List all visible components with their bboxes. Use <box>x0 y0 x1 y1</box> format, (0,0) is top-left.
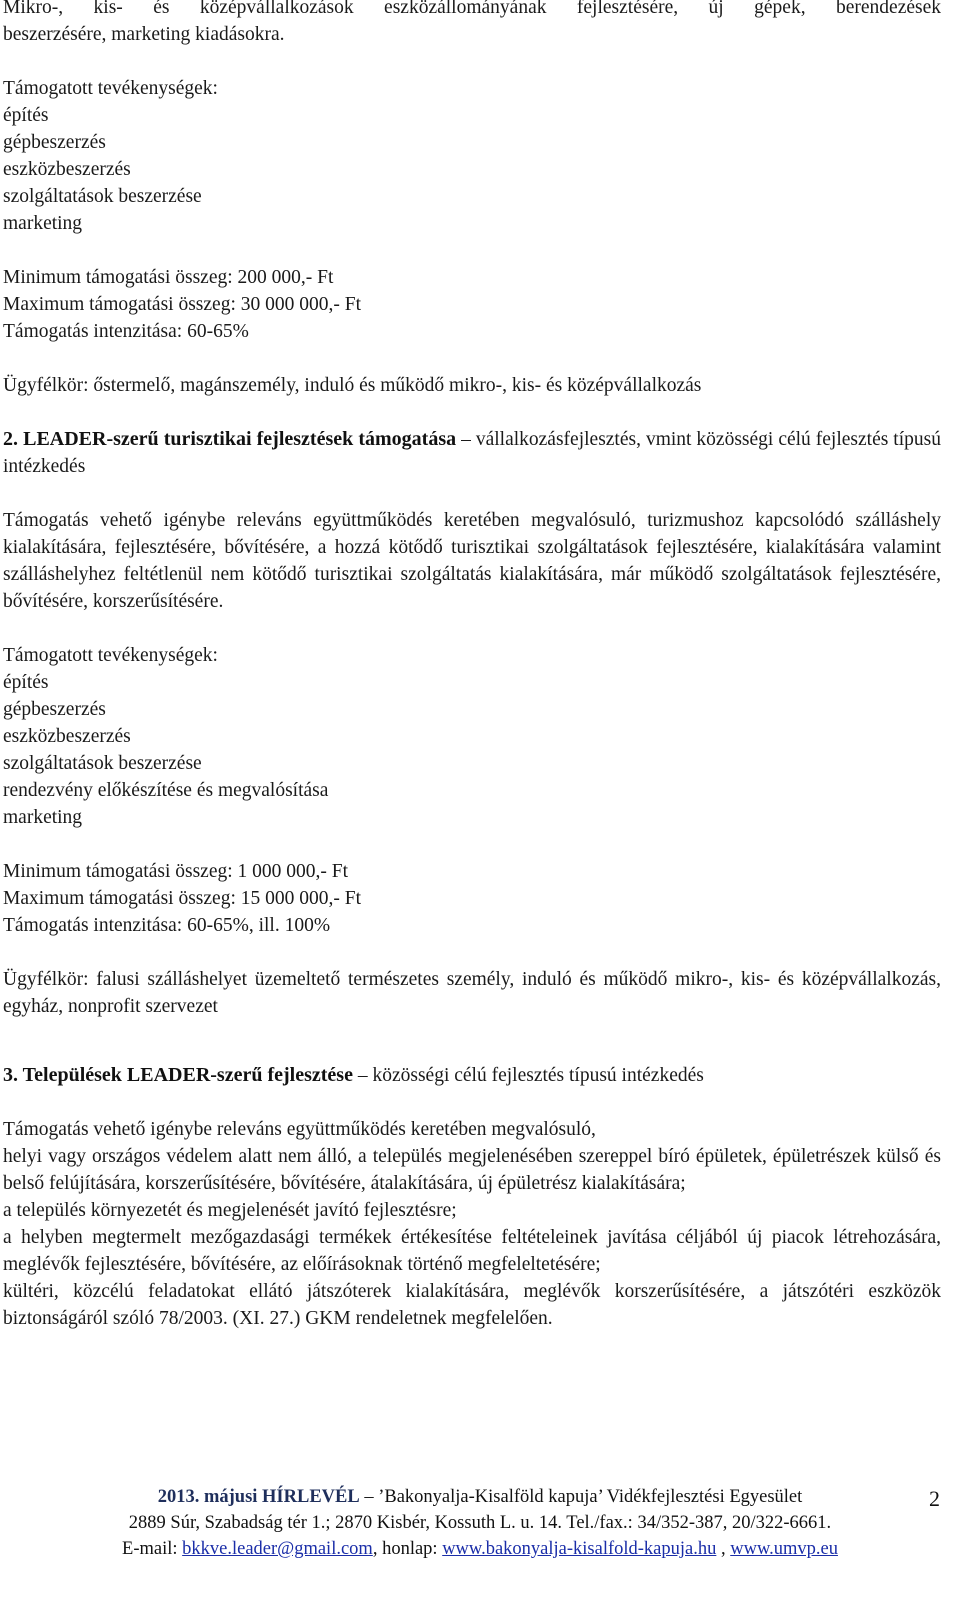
activity-item: gépbeszerzés <box>3 699 106 720</box>
activity-item: eszközbeszerzés <box>3 726 131 747</box>
section3-item: kültéri, közcélú feladatokat ellátó játszóterek kialakítására, meglévők korszerűsítésére, a játszótéri eszközök biztonságáról szóló 78/2003. (XI. 27.) GKM rendeletnek megfelelően. <box>3 1281 941 1329</box>
link-separator: , <box>716 1539 731 1559</box>
activities-label: Támogatott tevékenységek: <box>3 645 218 666</box>
client-scope: Ügyfélkör: őstermelő, magánszemély, induló és működő mikro-, kis- és középvállalkozás <box>3 375 702 396</box>
section3-title: 3. Települések LEADER-szerű fejlesztése <box>3 1064 353 1086</box>
activity-item: építés <box>3 105 49 126</box>
intro-paragraph <box>3 0 941 48</box>
footer-address: 2889 Súr, Szabadság tér 1.; 2870 Kisbér, Kossuth L. u. 14. Tel./fax.: 34/352-387, 20/322-6661. <box>128 1513 832 1533</box>
support-intensity: Támogatás intenzitása: 60-65%, ill. 100% <box>3 915 331 936</box>
intro-line-2: beszerzésére, marketing kiadásokra. <box>3 24 285 45</box>
footer-title-row <box>0 1484 960 1510</box>
support-intensity: Támogatás intenzitása: 60-65% <box>3 321 249 342</box>
activity-item: gépbeszerzés <box>3 132 106 153</box>
activities-label: Támogatott tevékenységek: <box>3 78 218 99</box>
section2-subtitle: – vállalkozásfejlesztés, vmint közösségi célú fejlesztés típusú intézkedés <box>3 429 941 477</box>
email-link[interactable]: bkkve.leader@gmail.com <box>182 1539 373 1559</box>
section3-heading <box>3 1062 941 1089</box>
max-amount: Maximum támogatási összeg: 15 000 000,- Ft <box>3 888 362 909</box>
section2-body: Támogatás vehető igénybe releváns együttműködés keretében megvalósuló, turizmushoz kapcsolódó szálláshely kialakítására, fejlesztésére, bővítésére, a hozzá kötődő turisztikai szolgáltatások fejlesztésére, kialakítására valamint szálláshelyhez feltétlenül nem kötődő turisztikai szolgáltatás kialakítására, már működő szolgáltatások fejlesztésére, bővítésére, korszerűsítésére. <box>3 510 941 612</box>
section3-item: helyi vagy országos védelem alatt nem álló, a település megjelenésében szereppel bíró épületek, épületrészek külső és belső felújítására, korszerűsítésére, bővítésére, átalakítására, új épületrész kialakítására; <box>3 1146 941 1194</box>
section2-heading <box>3 426 941 480</box>
min-amount: Minimum támogatási összeg: 1 000 000,- Ft <box>3 861 349 882</box>
section3-subtitle: – közösségi célú fejlesztés típusú intézkedés <box>352 1065 704 1086</box>
activity-item: szolgáltatások beszerzése <box>3 186 202 207</box>
max-amount: Maximum támogatási összeg: 30 000 000,- Ft <box>3 294 362 315</box>
newsletter-title: 2013. májusi HÍRLEVÉL <box>157 1487 360 1507</box>
section1-details <box>3 75 941 399</box>
activity-item: eszközbeszerzés <box>3 159 131 180</box>
activity-item: marketing <box>3 213 83 234</box>
page-number: 2 <box>929 1486 940 1511</box>
section3-item: a helyben megtermelt mezőgazdasági termékek értékesítése feltételeinek javítása céljából új piacok létrehozására, meglévők fejlesztésére, bővítésére, az előírásoknak történő megfeleltetésére; <box>3 1227 941 1275</box>
email-label: E-mail: <box>122 1539 183 1559</box>
activity-item: rendezvény előkészítése és megvalósítása <box>3 780 329 801</box>
activity-item: szolgáltatások beszerzése <box>3 753 202 774</box>
page-footer <box>0 1484 960 1562</box>
website-link-2[interactable]: www.umvp.eu <box>730 1539 838 1559</box>
website-link-1[interactable]: www.bakonyalja-kisalfold-kapuja.hu <box>442 1539 717 1559</box>
activity-item: marketing <box>3 807 83 828</box>
section3-item: a település környezetét és megjelenését javító fejlesztésre; <box>3 1200 457 1221</box>
activity-item: építés <box>3 672 49 693</box>
footer-contact-row <box>0 1536 960 1562</box>
client-scope: Ügyfélkör: falusi szálláshelyet üzemeltető természetes személy, induló és működő mikro-, kis- és középvállalkozás, egyház, nonprofit szervezet <box>3 969 941 1017</box>
document-page <box>3 0 941 1332</box>
intro-line-1: Mikro-, kis- és középvállalkozások eszközállományának fejlesztésére, új gépek, berendezések <box>3 0 941 18</box>
web-label: , honlap: <box>372 1539 443 1559</box>
section3-intro: Támogatás vehető igénybe releváns együttműködés keretében megvalósuló, <box>3 1119 596 1140</box>
organization-name: – ’Bakonyalja-Kisalföld kapuja’ Vidékfejlesztési Egyesület <box>359 1487 803 1507</box>
section2-details <box>3 642 941 939</box>
min-amount: Minimum támogatási összeg: 200 000,- Ft <box>3 267 334 288</box>
section2-title: 2. LEADER-szerű turisztikai fejlesztések támogatása <box>3 428 457 450</box>
